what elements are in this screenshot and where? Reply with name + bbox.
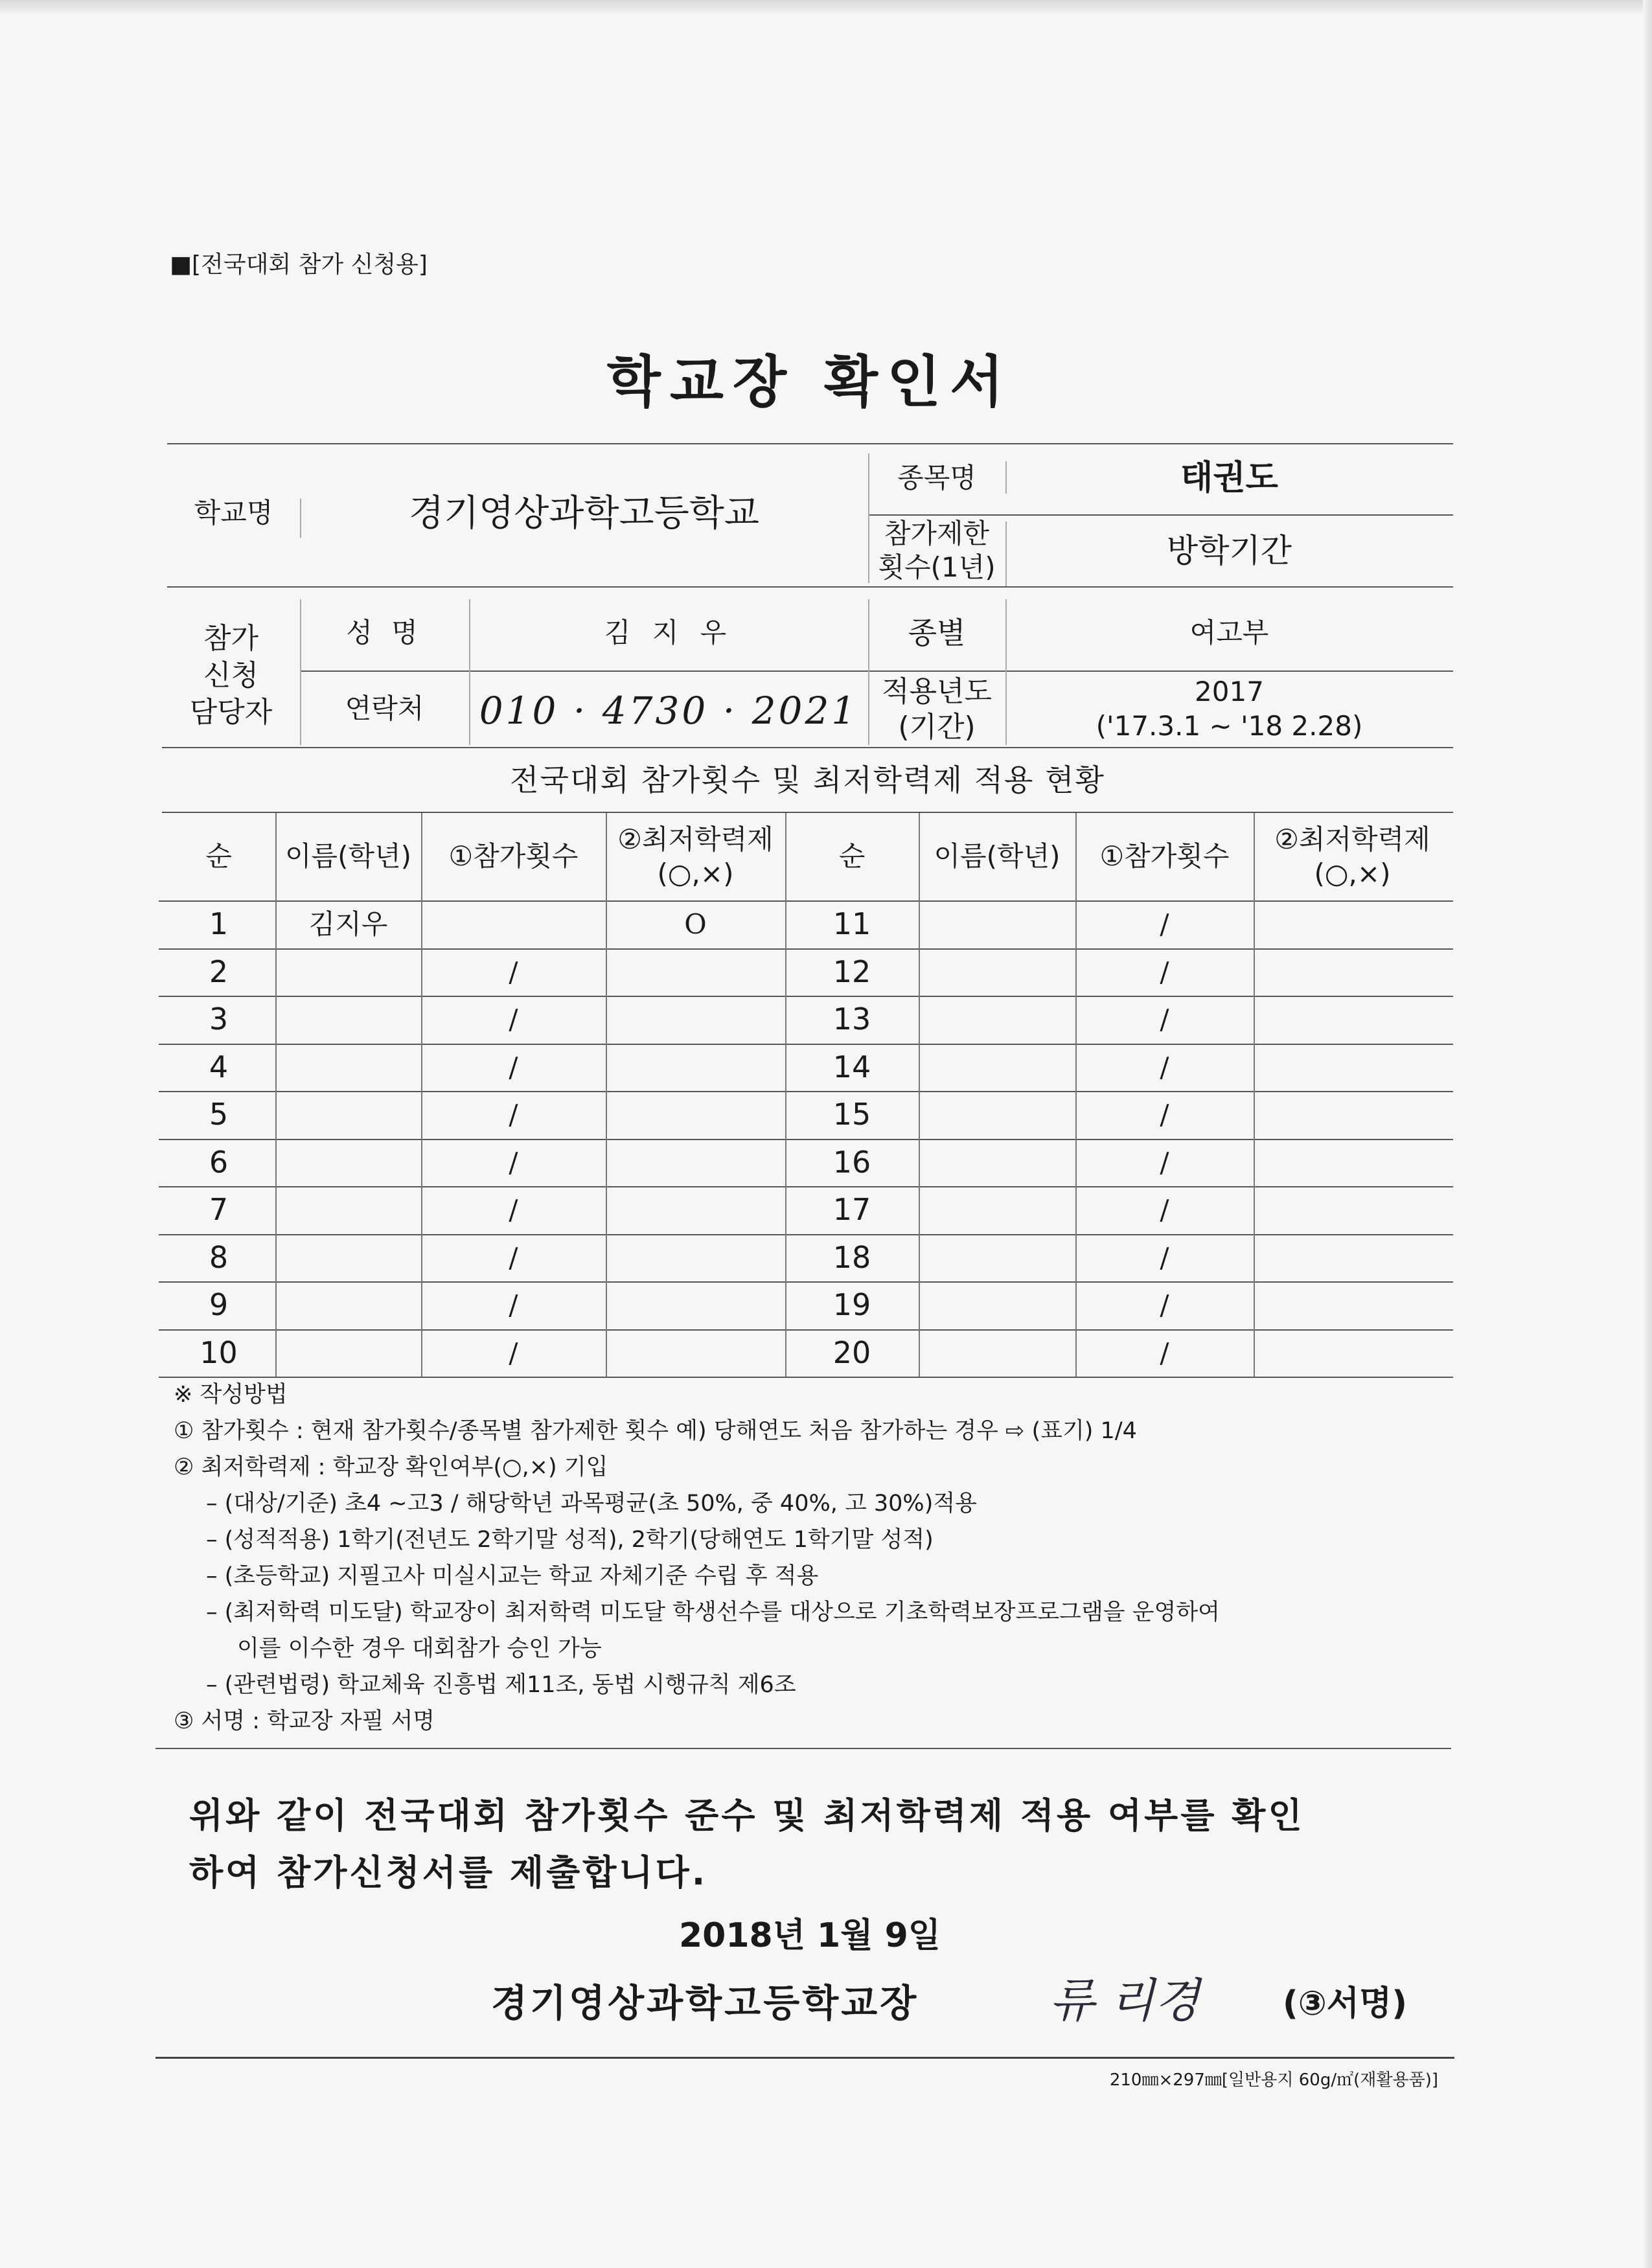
applicant-label-line: 담당자 xyxy=(189,696,273,729)
header-min-line: (○,×) xyxy=(1314,857,1391,889)
note-line: – (관련법령) 학교체육 진흥법 제11조, 동법 시행규칙 제6조 xyxy=(206,1672,796,1698)
note-line: 이를 이수한 경우 대회참가 승인 가능 xyxy=(237,1636,602,1662)
table-cell-no: 8 xyxy=(209,1240,229,1276)
note-line: ※ 작성방법 xyxy=(174,1382,288,1408)
right-header-count: ①참가횟수 xyxy=(1099,840,1230,873)
table-cell-no: 1 xyxy=(209,906,229,942)
table-cell-count: / xyxy=(509,1241,518,1274)
instructions xyxy=(174,1377,1220,1739)
school-value: 경기영상과학고등학교 xyxy=(409,492,759,534)
form-tag: ■[전국대회 참가 신청용] xyxy=(170,251,428,278)
right-header-no: 순 xyxy=(838,840,866,873)
table-cell-name xyxy=(919,1329,1075,1377)
applicant-label-line: 신청 xyxy=(203,658,258,692)
note-line: ③ 서명 : 학교장 자필 서명 xyxy=(174,1708,435,1734)
table-cell-no: 20 xyxy=(832,1335,871,1371)
left-header-count: ①참가횟수 xyxy=(448,840,579,873)
table-cell-no: 4 xyxy=(209,1049,229,1085)
table-cell-count: / xyxy=(1160,1241,1169,1274)
table-cell-min xyxy=(606,996,785,1044)
table-cell-min xyxy=(1254,1281,1451,1329)
limit-label xyxy=(868,516,1005,586)
table-cell-min xyxy=(1254,900,1451,948)
table-cell-min xyxy=(1254,1329,1451,1377)
table-cell-name xyxy=(919,948,1075,996)
right-header-name: 이름(학년) xyxy=(934,840,1061,873)
table-cell-count: / xyxy=(1160,1336,1169,1369)
table-cell-no: 5 xyxy=(209,1097,229,1132)
header-min-line: (○,×) xyxy=(657,857,734,889)
declaration-line: 위와 같이 전국대회 참가횟수 준수 및 최저학력제 적용 여부를 확인 xyxy=(189,1795,1305,1836)
name-value: 김 지 우 xyxy=(604,617,733,649)
table-cell-count: / xyxy=(1160,1146,1169,1178)
table-cell-name xyxy=(275,1329,421,1377)
sign-mark: (③서명) xyxy=(1283,1984,1408,2023)
table-cell-min xyxy=(606,1234,785,1282)
note-line: ② 최저학력제 : 학교장 확인여부(○,×) 기입 xyxy=(174,1454,608,1480)
year-label-line: (기간) xyxy=(898,710,976,744)
table-cell-min xyxy=(606,1091,785,1139)
year-label-line: 적용년도 xyxy=(881,674,992,708)
left-header-min xyxy=(606,813,785,900)
table-cell-no: 3 xyxy=(209,1002,229,1037)
declaration-line: 하여 참가신청서를 제출합니다. xyxy=(189,1852,708,1893)
table-cell-min xyxy=(1254,1139,1451,1187)
table-cell-name: 김지우 xyxy=(308,908,388,940)
school-label: 학교명 xyxy=(194,497,273,529)
table-cell-name xyxy=(275,1091,421,1139)
table-cell-min xyxy=(1254,1091,1451,1139)
table-cell-count: / xyxy=(509,1193,518,1226)
note-line: – (초등학교) 지필고사 미실시교는 학교 자체기준 수립 후 적용 xyxy=(206,1563,819,1589)
table-cell-count: / xyxy=(1160,956,1169,988)
table-cell-name xyxy=(919,900,1075,948)
table-cell-no: 14 xyxy=(832,1049,871,1085)
table-cell-count: / xyxy=(1160,1098,1169,1130)
table-cell-no: 17 xyxy=(832,1192,871,1228)
table-cell-name xyxy=(919,1281,1075,1329)
table-cell-name xyxy=(275,1186,421,1234)
limit-label-line: 횟수(1년) xyxy=(878,551,996,583)
table-cell-min xyxy=(1254,1186,1451,1234)
table-cell-count: / xyxy=(509,1146,518,1178)
table-cell-name xyxy=(919,996,1075,1044)
left-header-name: 이름(학년) xyxy=(284,840,412,873)
table-cell-count: / xyxy=(1160,1289,1169,1321)
table-cell-min xyxy=(1254,1234,1451,1282)
note-line: ① 참가횟수 : 현재 참가횟수/종목별 참가제한 횟수 예) 당해연도 처음 참가하는 경우 ⇨ (표기) 1/4 xyxy=(174,1418,1137,1444)
table-cell-name xyxy=(275,948,421,996)
left-header-no: 순 xyxy=(205,840,232,873)
table-cell-count: / xyxy=(509,1003,518,1035)
table-cell-min: O xyxy=(684,908,707,940)
contact-label: 연락처 xyxy=(345,693,424,725)
table-cell-name xyxy=(275,1281,421,1329)
declaration-date: 2018년 1월 9일 xyxy=(679,1916,941,1955)
note-line: – (성적적용) 1학기(전년도 2학기말 성적), 2학기(당해연도 1학기말 성적) xyxy=(206,1527,934,1553)
table-cell-count xyxy=(421,900,606,948)
table-cell-count: / xyxy=(509,1051,518,1083)
note-line: – (대상/기준) 초4 ~고3 / 해당학년 과목평균(초 50%, 중 40%, 고 30%)적용 xyxy=(206,1491,977,1517)
table-cell-no: 2 xyxy=(209,954,229,990)
category-value: 여고부 xyxy=(1189,617,1269,649)
year-period: ('17.3.1 ~ '18 2.28) xyxy=(1096,709,1363,742)
table-cell-no: 9 xyxy=(209,1287,229,1323)
limit-value: 방학기간 xyxy=(1166,531,1292,569)
table-cell-no: 15 xyxy=(832,1097,871,1132)
applicant-label-line: 참가 xyxy=(203,621,258,655)
rule xyxy=(155,1748,1451,1749)
header-min-line: ②최저학력제 xyxy=(1274,823,1430,855)
scan-edge-right xyxy=(1643,0,1652,2268)
table-cell-name xyxy=(919,1044,1075,1092)
table-cell-count: / xyxy=(1160,1051,1169,1083)
table-cell-name xyxy=(275,1044,421,1092)
rule xyxy=(167,586,1453,588)
table-cell-no: 13 xyxy=(832,1002,871,1037)
year-number: 2017 xyxy=(1195,676,1264,707)
note-line: – (최저학력 미도달) 학교장이 최저학력 미도달 학생선수를 대상으로 기초학력보장프로그램을 운영하여 xyxy=(206,1599,1220,1625)
table-cell-count: / xyxy=(509,1098,518,1130)
table-cell-name xyxy=(919,1186,1075,1234)
paper-spec: 210㎜×297㎜[일반용지 60g/㎡(재활용품)] xyxy=(1109,2070,1438,2090)
table-cell-count: / xyxy=(1160,1193,1169,1226)
principal-name: 경기영상과학고등학교장 xyxy=(491,1981,919,2025)
header-min-line: ②최저학력제 xyxy=(617,823,774,855)
table-cell-no: 18 xyxy=(832,1240,871,1276)
year-label xyxy=(868,672,1005,746)
scan-edge-top xyxy=(0,0,1652,14)
table-cell-name xyxy=(919,1091,1075,1139)
table-cell-count: / xyxy=(1160,908,1169,940)
rule xyxy=(155,2057,1454,2059)
table-cell-min xyxy=(606,1139,785,1187)
document-title: 학교장 확인서 xyxy=(606,350,1013,415)
table-cell-name xyxy=(275,996,421,1044)
table-cell-no: 6 xyxy=(209,1145,229,1180)
table-cell-name xyxy=(919,1139,1075,1187)
contact-value: 010 · 4730 · 2021 xyxy=(479,688,858,733)
table-cell-name xyxy=(919,1234,1075,1282)
table-cell-no: 19 xyxy=(832,1287,871,1323)
table-cell-min xyxy=(606,1281,785,1329)
category-label: 종별 xyxy=(908,615,966,650)
table-cell-min xyxy=(606,1329,785,1377)
rule xyxy=(167,443,1453,444)
table-cell-name xyxy=(275,1139,421,1187)
limit-label-line: 참가제한 xyxy=(884,517,990,549)
table-cell-name xyxy=(275,1234,421,1282)
table-cell-min xyxy=(606,1044,785,1092)
table-cell-count: / xyxy=(509,1336,518,1369)
table-cell-no: 12 xyxy=(832,954,871,990)
table-cell-min xyxy=(1254,996,1451,1044)
name-label: 성 명 xyxy=(346,617,423,649)
table-cell-no: 7 xyxy=(209,1192,229,1228)
table-cell-no: 16 xyxy=(832,1145,871,1180)
table-cell-count: / xyxy=(509,1289,518,1321)
year-value xyxy=(1005,672,1453,746)
table-cell-no: 11 xyxy=(832,906,871,942)
principal-signature: 류 리경 xyxy=(1050,1973,1200,2028)
table-cell-min xyxy=(1254,948,1451,996)
table-cell-count: / xyxy=(509,956,518,988)
event-label: 종목명 xyxy=(897,461,976,494)
right-header-min xyxy=(1254,813,1451,900)
table-cell-min xyxy=(606,948,785,996)
status-title: 전국대회 참가횟수 및 최저학력제 적용 현황 xyxy=(510,762,1105,798)
applicant-section-label xyxy=(162,606,300,745)
table-cell-no: 10 xyxy=(200,1335,238,1371)
table-cell-count: / xyxy=(1160,1003,1169,1035)
table-cell-min xyxy=(606,1186,785,1234)
table-cell-min xyxy=(1254,1044,1451,1092)
event-value: 태권도 xyxy=(1180,458,1278,498)
